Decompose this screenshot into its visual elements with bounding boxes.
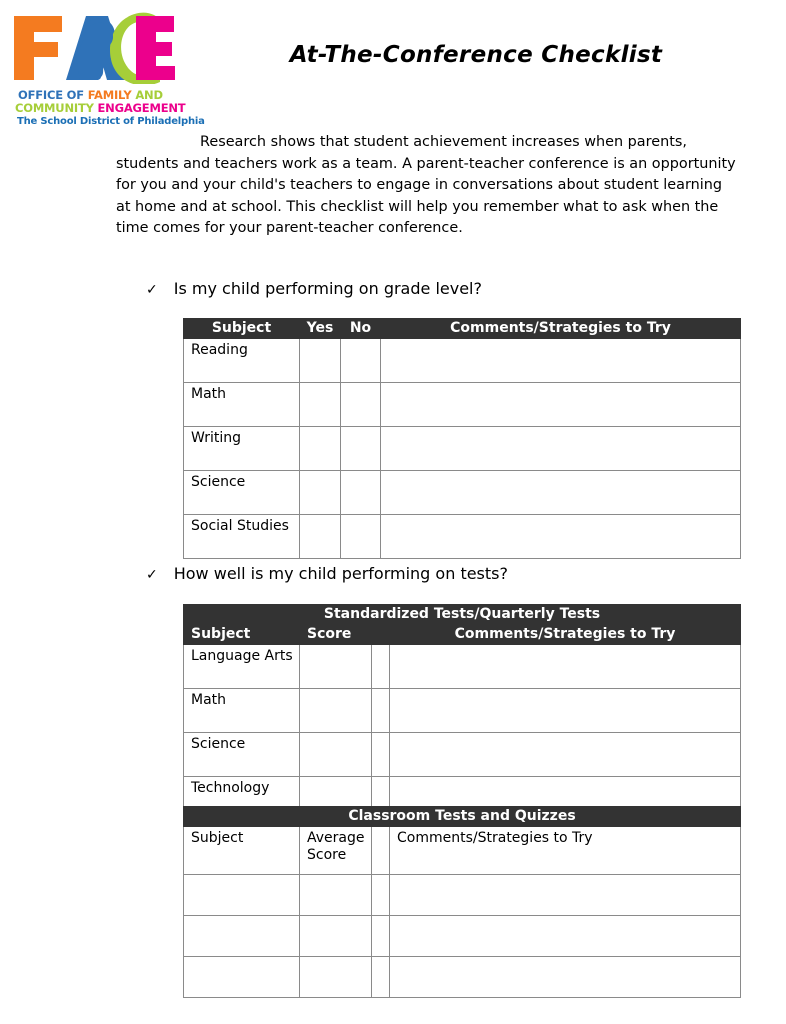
th-subject: Subject (184, 625, 300, 645)
cell-yes[interactable] (300, 427, 341, 471)
cell-score[interactable] (300, 916, 372, 957)
cell-spacer[interactable] (372, 689, 390, 733)
cell-subject: Reading (184, 339, 300, 383)
th-no: No (341, 319, 381, 339)
standardized-tests-table (183, 604, 741, 821)
cell-score[interactable] (300, 875, 372, 916)
classroom-tests-table (183, 806, 741, 998)
cell-score[interactable] (300, 957, 372, 998)
th-spacer (372, 625, 390, 645)
logo-and: AND (135, 88, 163, 102)
question-two-label: How well is my child performing on tests? (173, 564, 508, 583)
table-row (184, 645, 741, 689)
table-row (184, 515, 741, 559)
cell-comments[interactable] (390, 645, 741, 689)
cell-spacer[interactable] (372, 645, 390, 689)
logo-engagement: ENGAGEMENT (97, 101, 186, 115)
table-banner-row (184, 605, 741, 625)
cell-comments[interactable] (390, 875, 741, 916)
cell-subject: Math (184, 689, 300, 733)
cell-no[interactable] (341, 471, 381, 515)
cell-spacer[interactable] (372, 957, 390, 998)
banner-classroom-tests: Classroom Tests and Quizzes (184, 807, 741, 827)
cell-comments[interactable] (390, 916, 741, 957)
cell-no[interactable] (341, 339, 381, 383)
th-subject: Subject (184, 827, 300, 875)
th-subject: Subject (184, 319, 300, 339)
cell-comments[interactable] (381, 515, 741, 559)
cell-no[interactable] (341, 515, 381, 559)
cell-comments[interactable] (381, 383, 741, 427)
face-logo (10, 12, 205, 127)
th-spacer (372, 827, 390, 875)
cell-subject: Science (184, 471, 300, 515)
cell-score[interactable] (300, 733, 372, 777)
table-row (184, 383, 741, 427)
cell-yes[interactable] (300, 515, 341, 559)
cell-spacer[interactable] (372, 733, 390, 777)
cell-spacer[interactable] (372, 875, 390, 916)
table-row (184, 471, 741, 515)
cell-yes[interactable] (300, 339, 341, 383)
cell-comments[interactable] (381, 471, 741, 515)
table-row (184, 339, 741, 383)
cell-subject: Science (184, 733, 300, 777)
cell-no[interactable] (341, 383, 381, 427)
th-yes: Yes (300, 319, 341, 339)
cell-yes[interactable] (300, 471, 341, 515)
th-comments: Comments/Strategies to Try (390, 827, 741, 875)
logo-line-two (15, 101, 185, 115)
table-header-row (184, 827, 741, 875)
cell-score[interactable] (300, 645, 372, 689)
cell-subject: Technology (184, 777, 300, 821)
cell-subject: Social Studies (184, 515, 300, 559)
intro-paragraph: Research shows that student achievement increases when parents, students and teachers work as a team. A parent-teacher conference is an opportunity for you and your child's teachers to engage in conversations about student learning at home and at school. This checklist will help you remember what to ask when the time comes for your parent-teacher conference. (116, 134, 736, 237)
logo-tagline: The School District of Philadelphia (17, 116, 205, 127)
logo-line-one (18, 88, 163, 102)
cell-subject: Language Arts (184, 645, 300, 689)
cell-spacer[interactable] (372, 916, 390, 957)
logo-office-of: OFFICE OF (18, 88, 88, 102)
table-row (184, 916, 741, 957)
table-row (184, 427, 741, 471)
table-banner-row (184, 807, 741, 827)
th-comments: Comments/Strategies to Try (381, 319, 741, 339)
table-row (184, 957, 741, 998)
page-title: At-The-Conference Checklist (289, 42, 663, 68)
th-score: Score (300, 625, 372, 645)
cell-subject[interactable] (184, 916, 300, 957)
cell-comments[interactable] (390, 957, 741, 998)
th-score: Average Score (300, 827, 372, 875)
cell-subject: Writing (184, 427, 300, 471)
question-two (146, 564, 508, 583)
th-comments: Comments/Strategies to Try (390, 625, 741, 645)
table-row (184, 875, 741, 916)
cell-no[interactable] (341, 427, 381, 471)
cell-comments[interactable] (381, 339, 741, 383)
table-row (184, 733, 741, 777)
checkmark-icon: ✓ (146, 567, 158, 583)
cell-comments[interactable] (390, 689, 741, 733)
cell-comments[interactable] (381, 427, 741, 471)
cell-yes[interactable] (300, 383, 341, 427)
cell-comments[interactable] (390, 733, 741, 777)
checkmark-icon: ✓ (146, 282, 158, 298)
table-header-row (184, 625, 741, 645)
table-header-row (184, 319, 741, 339)
logo-community: COMMUNITY (15, 101, 98, 115)
cell-subject: Math (184, 383, 300, 427)
face-wordmark-icon (10, 12, 178, 84)
question-one (146, 279, 482, 298)
cell-subject[interactable] (184, 875, 300, 916)
question-one-label: Is my child performing on grade level? (173, 279, 482, 298)
table-row (184, 689, 741, 733)
grade-level-table (183, 318, 741, 559)
cell-score[interactable] (300, 689, 372, 733)
banner-standardized-tests: Standardized Tests/Quarterly Tests (184, 605, 741, 625)
logo-family: FAMILY (87, 88, 136, 102)
cell-subject[interactable] (184, 957, 300, 998)
